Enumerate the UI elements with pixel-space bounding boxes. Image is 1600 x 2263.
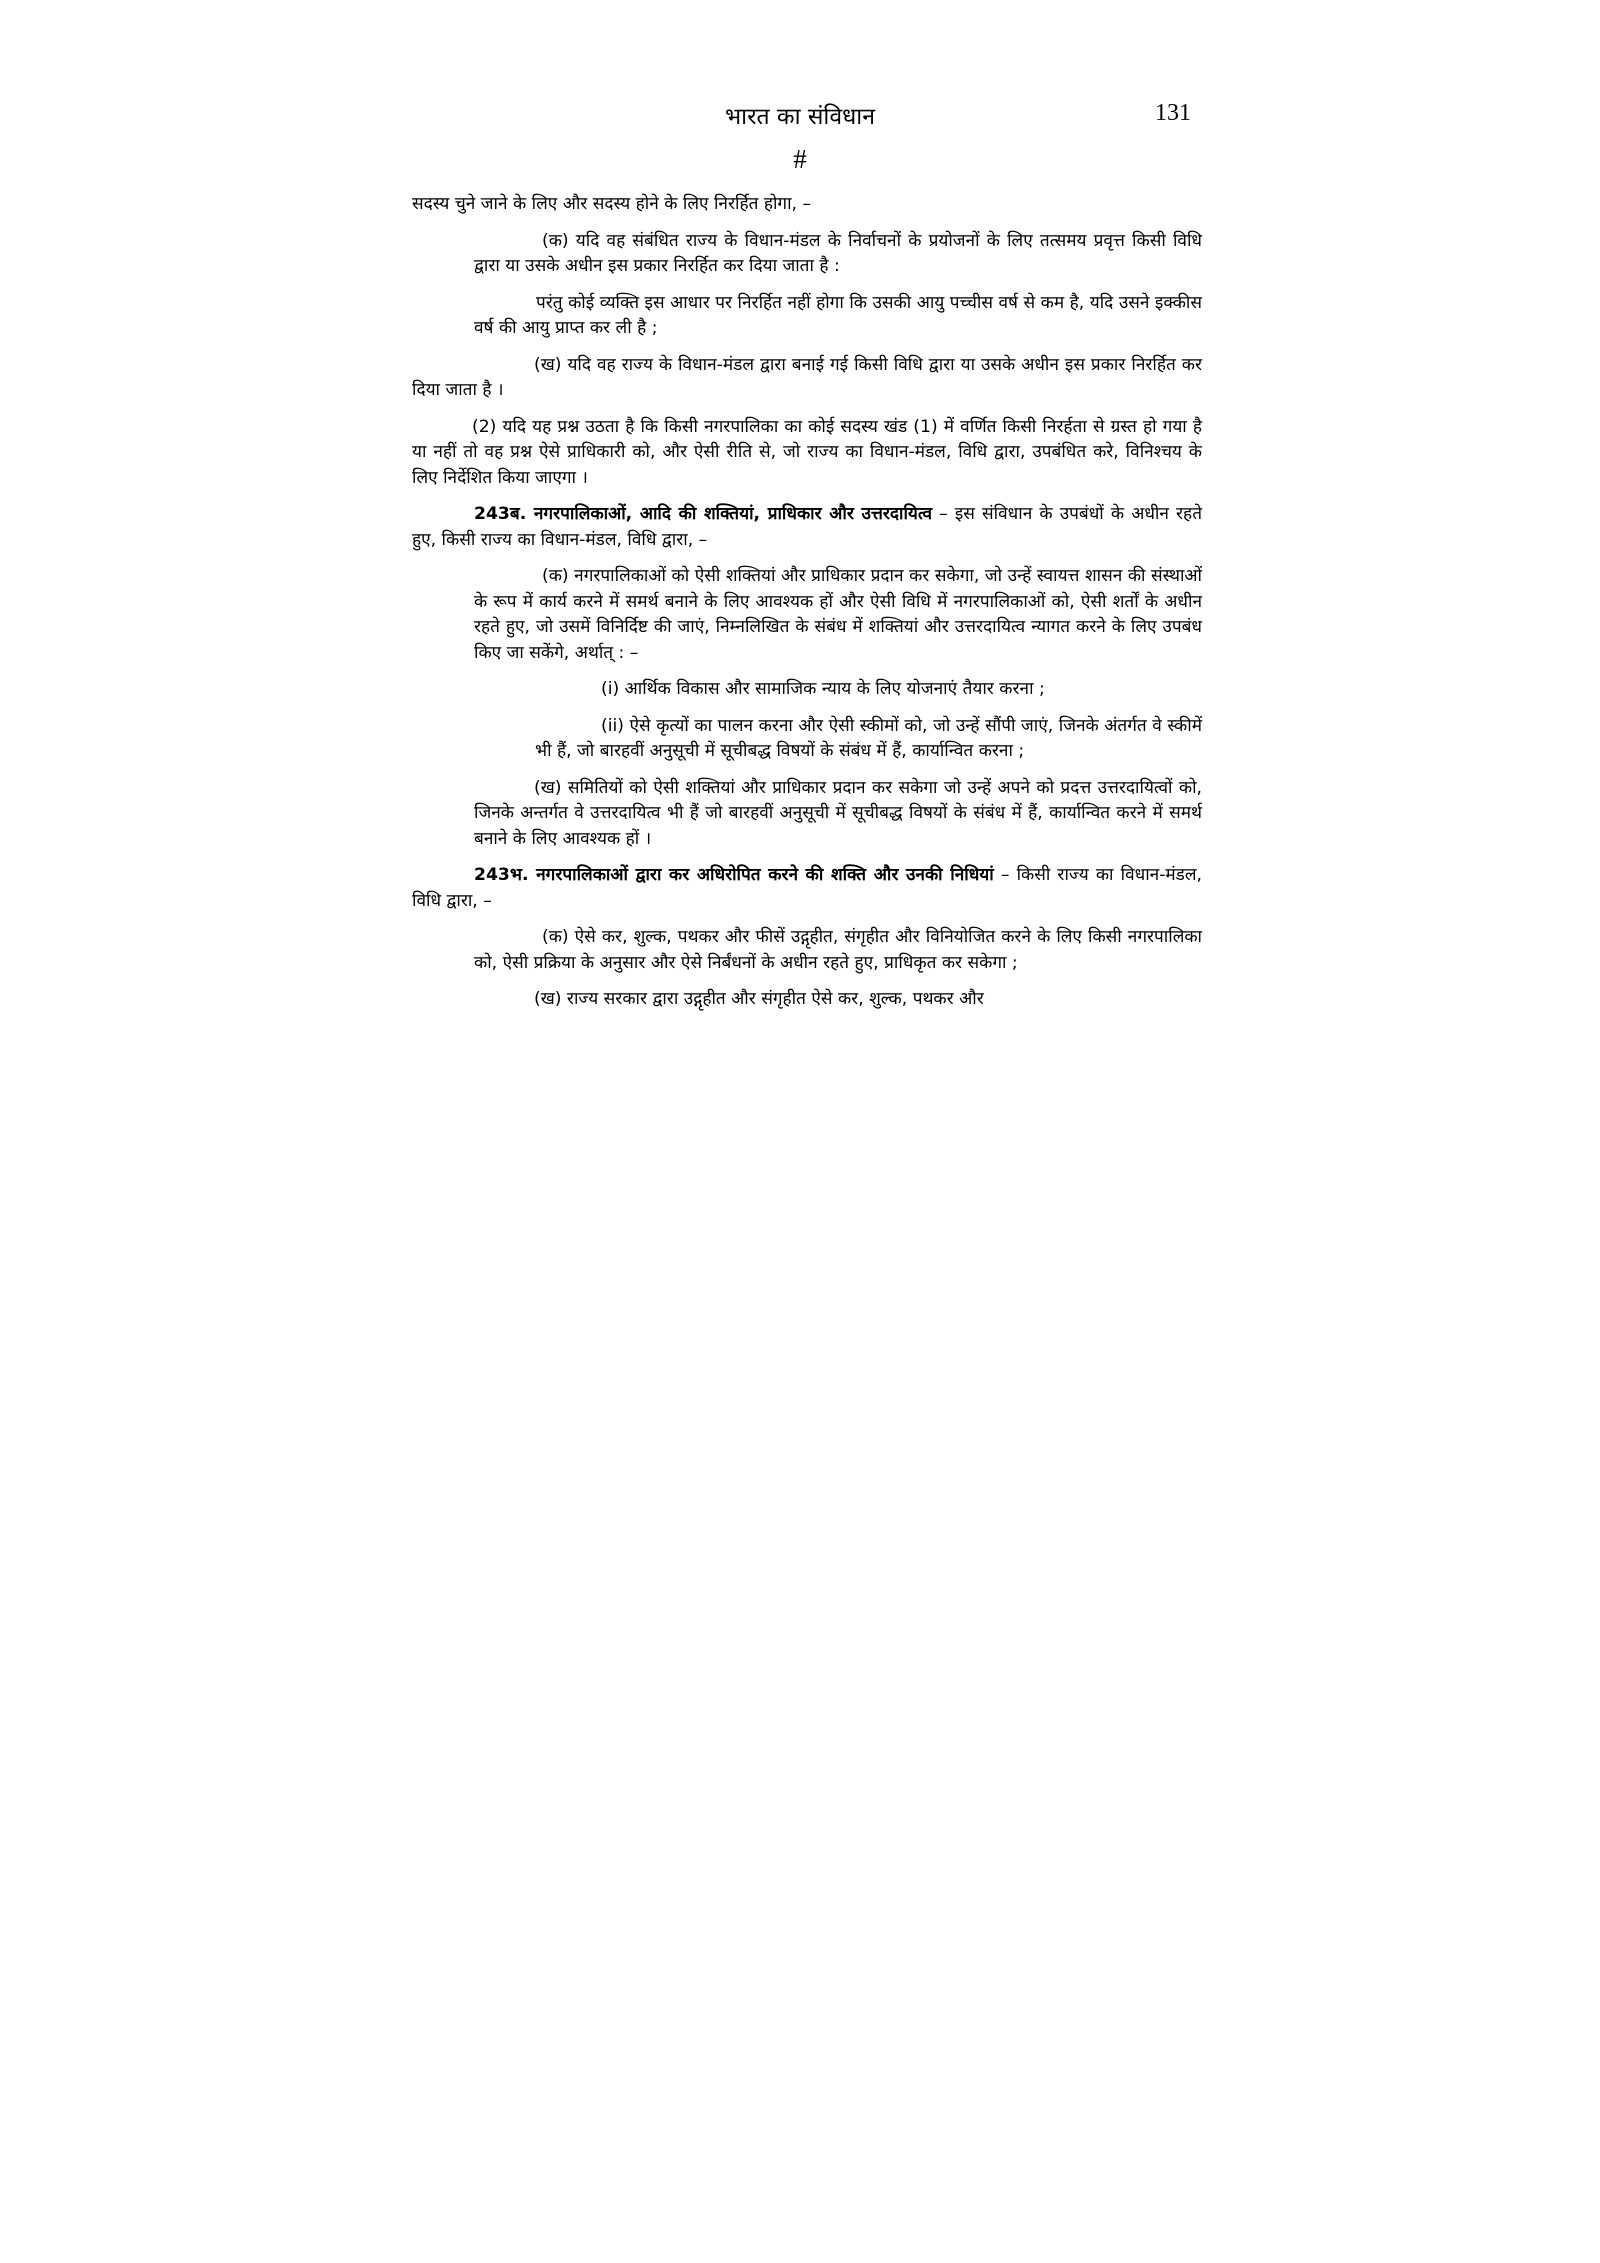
section-243x-lead: – किसी राज्य का विधान-मंडल, विधि द्वारा, – — [412, 865, 1202, 911]
section-243w-sub-i: (i) आर्थिक विकास और सामाजिक न्याय के लिए योजनाएं तैयार करना ; — [601, 679, 1045, 699]
section-243w-clause-ka: (क) नगरपालिकाओं को ऐसी शक्तियां और प्राधिकार प्रदान कर सकेगा, जो उन्हें स्वायत्त शासन की संस्थाओं के रूप में कार्य करने में समर्थ बनाने के लिए आवश्यक हों और ऐसी विधि में नगरपालिकाओं को, ऐसी शर्तों के अधीन रहते हुए, जो उसमें विनिर्दिष्ट की जाएं, निम्नलिखित के संबंध में शक्तियां और उत्तरदायित्व न्यागत करने के लिए उपबंध किए जा सकेंगे, अर्थात् : – — [474, 566, 1202, 663]
section-243w-paragraph — [412, 502, 1202, 553]
document-body — [412, 192, 1202, 1024]
clause-kha-paragraph: (ख) यदि वह राज्य के विधान-मंडल द्वारा बनाई गई किसी विधि द्वारा या उसके अधीन इस प्रकार निरर्हित कर दिया जाता है । — [412, 354, 1202, 400]
section-243w-lead: – इस संविधान के उपबंधों के अधीन रहते हुए, किसी राज्य का विधान-मंडल, विधि द्वारा, – — [412, 504, 1202, 550]
section-243x-clause-ka: (क) ऐसे कर, शुल्क, पथकर और फीसें उद्गृहीत, संगृहीत और विनियोजित करने के लिए किसी नगरपालिका को, ऐसी प्रक्रिया के अनुसार और ऐसे निर्बंधनों के अधीन रहते हुए, प्राधिकृत कर सकेगा ; — [474, 927, 1202, 973]
section-243w-clause-kha: (ख) समितियों को ऐसी शक्तियां और प्राधिकार प्रदान कर सकेगा जो उन्हें अपने को प्रदत्त उत्तरदायित्वों को, जिनके अन्तर्गत वे उत्तरदायित्व भी हैं जो बारहवीं अनुसूची में सूचीबद्ध विषयों के संबंध में हैं, कार्यान्वित करने में समर्थ बनाने के लिए आवश्यक हों । — [474, 777, 1202, 849]
section-243x-clause-kha: (ख) राज्य सरकार द्वारा उद्गृहीत और संगृहीत ऐसे कर, शुल्क, पथकर और — [534, 989, 984, 1009]
section-243w-sub-ii: (ii) ऐसे कृत्यों का पालन करना और ऐसी स्कीमों को, जो उन्हें सौंपी जाएं, जिनके अंतर्गत वे स्कीमें भी हैं, जो बारहवीं अनुसूची में सूचीबद्ध विषयों के संबंध में हैं, कार्यान्वित करना ; — [535, 715, 1202, 761]
hash-marker: # — [793, 144, 807, 174]
page-title: भारत का संविधान — [724, 104, 876, 130]
section-243w-heading: 243ब. नगरपालिकाओं, आदि की शक्तियां, प्राधिकार और उत्तरदायित्व — [474, 504, 932, 524]
intro-paragraph: सदस्य चुने जाने के लिए और सदस्य होने के लिए निरर्हित होगा, – — [412, 194, 812, 214]
section-243x-heading: 243भ. नगरपालिकाओं द्वारा कर अधिरोपित करने की शक्ति और उनकी निधियां — [474, 865, 994, 885]
section-243x-paragraph — [412, 863, 1202, 914]
page-number: 131 — [1155, 100, 1191, 126]
proviso-paragraph: परंतु कोई व्यक्ति इस आधार पर निरर्हित नहीं होगा कि उसकी आयु पच्चीस वर्ष से कम है, यदि उसने इक्कीस वर्ष की आयु प्राप्त कर ली है ; — [474, 292, 1202, 338]
subsection-2-paragraph: (2) यदि यह प्रश्न उठता है कि किसी नगरपालिका का कोई सदस्य खंड (1) में वर्णित किसी निरर्हता से ग्रस्त हो गया है या नहीं तो वह प्रश्न ऐसे प्राधिकारी को, और ऐसी रीति से, जो राज्य का विधान-मंडल, विधि द्वारा, उपबंधित करे, विनिश्चय के लिए निर्देशित किया जाएगा । — [412, 416, 1202, 488]
clause-ka-paragraph: (क) यदि वह संबंधित राज्य के विधान-मंडल के निर्वाचनों के प्रयोजनों के लिए तत्समय प्रवृत्त किसी विधि द्वारा या उसके अधीन इस प्रकार निरर्हित कर दिया जाता है : — [474, 230, 1202, 276]
